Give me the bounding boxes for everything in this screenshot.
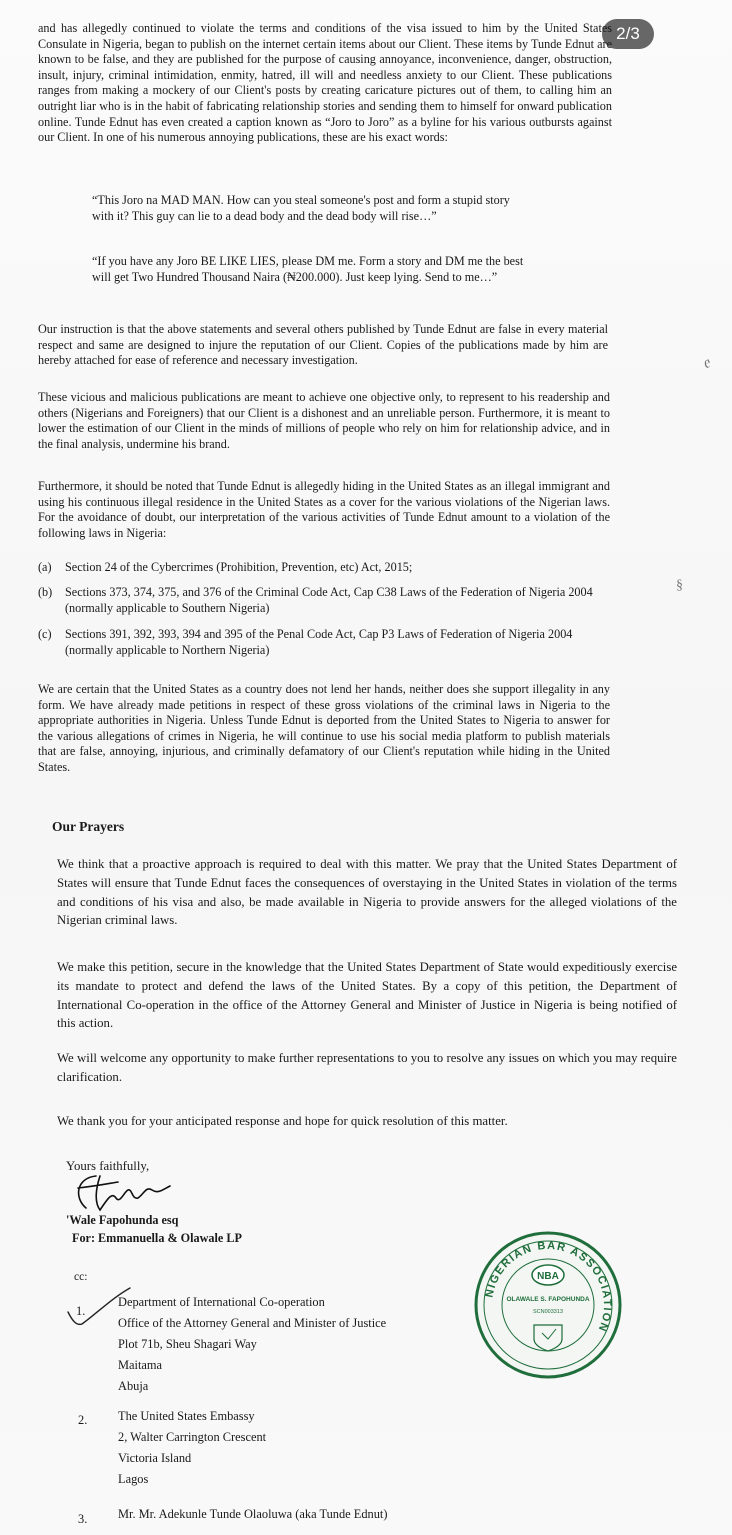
margin-mark-icon: § [676,578,683,593]
paragraph-certain: We are certain that the United States as a country does not lend her hands, neither does she support illegality in any form. We have already made petitions in respect of these gross violations of the criminal laws in Nigeria to the appropriate authorities in Nigeria. Unless Tunde Ednut is deported from the United States to Nigeria to answer for the various allegations of crimes in Nigeria, he will continue to use his social media platform to publish materials that are false, annoying, injurious, and criminally defamatory of our Client's reputation while hiding in the United States. [38,682,610,774]
cc-number: 2. [78,1413,88,1427]
cc-line: Lagos [118,1472,149,1486]
cc-line: Mr. Mr. Adekunle Tunde Olaoluwa (aka Tunde Ednut) [118,1507,388,1521]
closing-salutation: Yours faithfully, [66,1159,150,1173]
signer-firm: For: Emmanuella & Olawale LP [72,1231,242,1245]
signature-image [66,1168,186,1216]
cc-line: Plot 71b, Sheu Shagari Way [118,1337,257,1351]
seal-ring-text: NIGERIAN BAR ASSOCIATION [483,1239,614,1335]
paragraph-prayer-two: We make this petition, secure in the knowledge that the United States Department of State would expeditiously exercise its mandate to protect and defend the laws of the United States. By a copy of this petition, the Department of International Co-operation in the office of the Attorney General and Minister of Justice in Nigeria is being notified of this action. [57,960,677,1031]
quote-one: “This Joro na MAD MAN. How can you steal someone's post and form a stupid story with it? This guy can lie to a dead body and the dead body will rise…” [92,193,510,223]
law-label: (a) [38,560,52,574]
cc-label: cc: [74,1271,88,1283]
law-text: Section 24 of the Cybercrimes (Prohibition, Prevention, etc) Act, 2015; [65,560,413,574]
cc-line: Office of the Attorney General and Minister of Justice [118,1316,387,1330]
paragraph-prayer-four: We thank you for your anticipated response and hope for quick resolution of this matter. [57,1114,508,1128]
cc-entry-one [118,1292,386,1397]
law-text: Sections 391, 392, 393, 394 and 395 of the Penal Code Act, Cap P3 Laws of Federation of Nigeria 2004 (normally applicable to Northern Nigeria) [65,627,573,657]
signer-name: 'Wale Fapohunda esq [66,1213,179,1227]
law-label: (c) [38,627,52,641]
cc-line: Victoria Island [118,1451,192,1465]
cc-line: Department of International Co-operation [118,1295,325,1309]
cc-number: 1. [76,1304,86,1318]
paragraph-hiding: Furthermore, it should be noted that Tunde Ednut is allegedly hiding in the United States as an illegal immigrant and using his continuous illegal residence in the United States as a cover for the various violations of the Nigerian laws. For the avoidance of doubt, our interpretation of the various activities of Tunde Ednut amount to a violation of the following laws in Nigeria: [38,479,610,540]
cc-line: Maitama [118,1358,163,1372]
seal-center-text: NBA [537,1271,559,1282]
paragraph-publications: These vicious and malicious publications are meant to achieve one objective only, to represent to his readership and others (Nigerians and Foreigners) that our Client is a dishonest and an unreliable person. Furthermore, it is meant to lower the estimation of our Client in the minds of millions of people who rely on him for relationship advice, and in the final analysis, undermine his brand. [38,390,610,451]
margin-mark-icon: 𝔢 [704,352,711,372]
cc-entry-three [118,1504,388,1525]
law-label: (b) [38,585,53,599]
law-text: Sections 373, 374, 375, and 376 of the Criminal Code Act, Cap C38 Laws of the Federation of Nigeria 2004 (normally applicable to Southern Nigeria) [65,585,593,615]
paragraph-instruction: Our instruction is that the above statements and several others published by Tunde Ednut are false in every material respect and same are designed to injure the reputation of our Client. Copies of the publications made by him are hereby attached for ease of reference and necessary investigation. [38,322,608,368]
seal-holder-name: OLAWALE S. FAPOHUNDA [506,1296,590,1303]
cc-line: Abuja [118,1379,149,1393]
quote-two: “If you have any Joro BE LIKE LIES, please DM me. Form a story and DM me the best will get Two Hundred Thousand Naira (₦200.000). Just keep lying. Send to me…” [92,254,524,284]
prayers-heading: Our Prayers [52,819,125,834]
seal-number: SCN003313 [533,1309,563,1315]
cc-number: 3. [78,1512,88,1526]
bar-association-seal [472,1229,624,1381]
paragraph-intro: and has allegedly continued to violate the terms and conditions of the visa issued to him by the United States Consulate in Nigeria, began to publish on the internet certain items about our Client. These items by Tunde Ednut are known to be false, and they are published for the purpose of causing annoyance, inconvenience, danger, obstruction, insult, injury, criminal intimidation, enmity, hatred, ill will and needless anxiety to our Client. These publications ranges from making a mockery of our Client's posts by creating caricature pictures out of them, to calling him an outright liar who is in the habit of fabricating relationship stories and sending them to himself for onward publication online. Tunde Ednut has even created a caption known as “Joro to Joro” as a byline for his various outbursts against our Client. In one of his numerous annoying publications, these are his exact words: [38,21,612,145]
cc-line: The United States Embassy [118,1409,255,1423]
paragraph-prayer-three: We will welcome any opportunity to make further representations to you to resolve any issues on which you may require clarification. [57,1051,677,1084]
cc-line: 2, Walter Carrington Crescent [118,1430,267,1444]
paragraph-prayer-one: We think that a proactive approach is required to deal with this matter. We pray that the United States Department of States will ensure that Tunde Ednut faces the consequences of overstaying in the United States in violation of the terms and conditions of his visa and also, be made available in Nigeria to provide answers for the alleged violations of the Nigerian criminal laws. [57,857,677,928]
page-indicator: 2/3 [602,19,654,49]
cc-entry-two [118,1406,266,1490]
